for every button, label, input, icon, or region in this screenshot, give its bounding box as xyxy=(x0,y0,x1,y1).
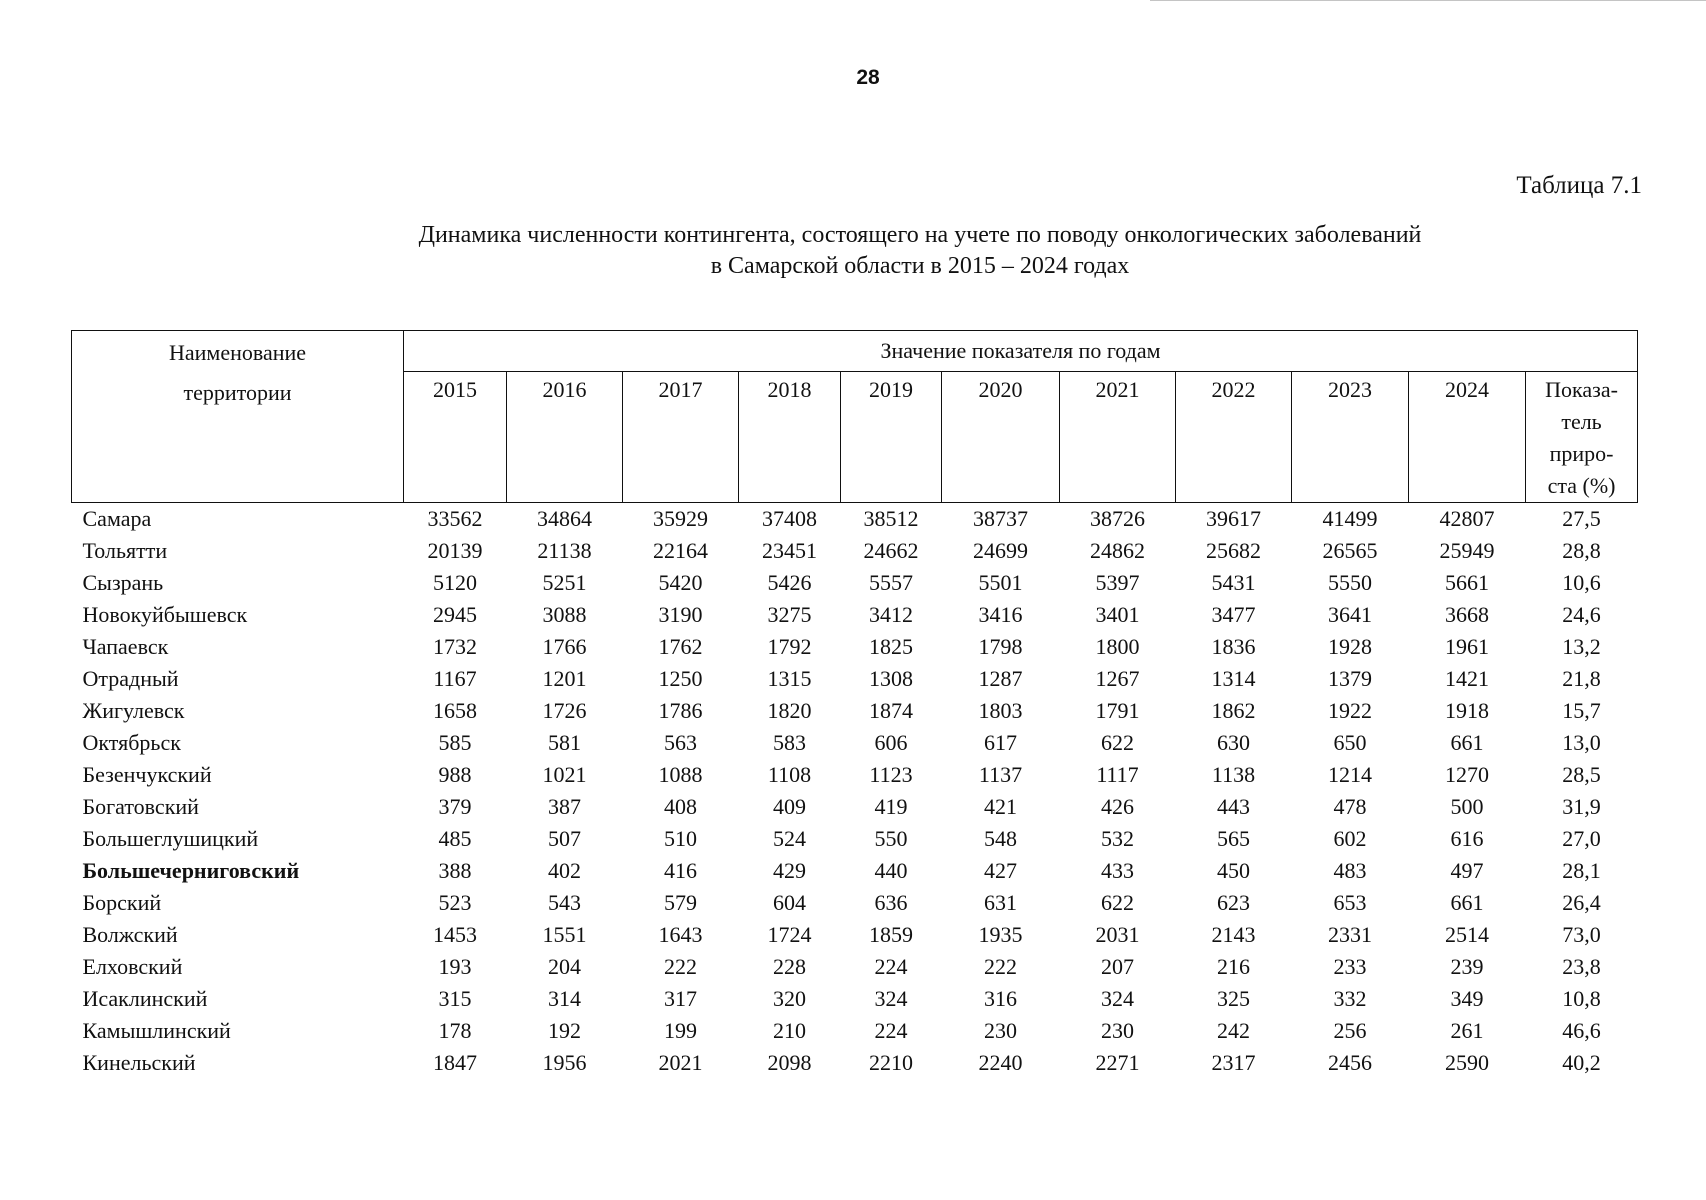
growth-cell: 13,2 xyxy=(1562,634,1601,659)
value-cell-2022: 242 xyxy=(1217,1018,1250,1043)
value-cell-2020: 38737 xyxy=(973,506,1028,531)
territory-name-cell: Большечерниговский xyxy=(82,858,300,883)
table-title-line-2: в Самарской области в 2015 – 2024 годах xyxy=(710,253,1130,279)
value-cell-2021: 38726 xyxy=(1090,506,1145,531)
value-cell-2020: 222 xyxy=(984,954,1017,979)
value-cell-2019: 1308 xyxy=(869,666,913,691)
value-cell-2022: 1138 xyxy=(1211,762,1256,787)
value-cell-2019: 3412 xyxy=(869,602,913,627)
value-cell-2022: 2143 xyxy=(1211,922,1256,947)
value-cell-2018: 1820 xyxy=(767,698,812,723)
value-cell-2015: 20139 xyxy=(427,538,483,563)
value-cell-2023: 650 xyxy=(1333,730,1367,755)
value-cell-2015: 388 xyxy=(438,858,472,883)
value-cell-2020: 1137 xyxy=(978,762,1023,787)
territory-name-cell: Борский xyxy=(82,890,162,915)
value-cell-2021: 1267 xyxy=(1095,666,1140,691)
value-cell-2018: 1724 xyxy=(767,922,812,947)
value-cell-2017: 579 xyxy=(664,890,697,915)
value-cell-2019: 324 xyxy=(874,986,908,1011)
value-cell-2024: 1421 xyxy=(1445,666,1489,691)
value-cell-2023: 1928 xyxy=(1328,634,1372,659)
value-cell-2020: 230 xyxy=(984,1018,1017,1043)
header-growth-line: ста (%) xyxy=(1547,473,1616,498)
value-cell-2018: 1315 xyxy=(767,666,812,691)
territory-name-cell: Чапаевск xyxy=(82,634,169,659)
value-cell-2024: 500 xyxy=(1450,794,1484,819)
value-cell-2018: 5426 xyxy=(767,570,812,595)
value-cell-2019: 440 xyxy=(874,858,908,883)
value-cell-2015: 1453 xyxy=(433,922,477,947)
territory-name-cell: Волжский xyxy=(82,922,178,947)
value-cell-2022: 39617 xyxy=(1206,506,1261,531)
value-cell-2023: 26565 xyxy=(1322,538,1378,563)
data-table xyxy=(71,330,1638,1079)
territory-name-cell: Жигулевск xyxy=(82,698,185,723)
value-cell-2019: 224 xyxy=(874,1018,908,1043)
value-cell-2019: 550 xyxy=(874,826,908,851)
header-year-2018: 2018 xyxy=(739,372,841,503)
territory-name-cell: Богатовский xyxy=(82,794,199,819)
growth-cell: 73,0 xyxy=(1562,922,1601,947)
value-cell-2023: 653 xyxy=(1333,890,1367,915)
value-cell-2023: 3641 xyxy=(1328,602,1372,627)
header-growth-indicator xyxy=(1526,372,1638,503)
value-cell-2024: 2514 xyxy=(1445,922,1489,947)
value-cell-2015: 2945 xyxy=(433,602,477,627)
growth-cell: 40,2 xyxy=(1562,1050,1601,1075)
territory-name-cell: Тольятти xyxy=(82,538,168,563)
value-cell-2018: 37408 xyxy=(762,506,817,531)
table-row xyxy=(72,759,1638,791)
value-cell-2016: 1956 xyxy=(542,1050,587,1075)
table-row xyxy=(72,695,1638,727)
value-cell-2024: 2590 xyxy=(1445,1050,1489,1075)
value-cell-2020: 631 xyxy=(984,890,1017,915)
table-row xyxy=(72,951,1638,983)
value-cell-2021: 1791 xyxy=(1095,698,1140,723)
value-cell-2018: 1792 xyxy=(767,634,812,659)
territory-name-cell: Октябрьск xyxy=(82,730,181,755)
value-cell-2024: 349 xyxy=(1450,986,1484,1011)
territory-name-cell: Исаклинский xyxy=(82,986,208,1011)
value-cell-2018: 524 xyxy=(773,826,806,851)
value-cell-2021: 207 xyxy=(1101,954,1134,979)
value-cell-2019: 1123 xyxy=(869,762,913,787)
value-cell-2023: 2331 xyxy=(1328,922,1372,947)
table-body xyxy=(72,503,1638,1080)
value-cell-2022: 325 xyxy=(1217,986,1250,1011)
value-cell-2021: 433 xyxy=(1101,858,1134,883)
value-cell-2023: 233 xyxy=(1333,954,1367,979)
header-year-2016: 2016 xyxy=(507,372,623,503)
page-number: 28 xyxy=(856,66,880,89)
value-cell-2020: 1935 xyxy=(978,922,1023,947)
value-cell-2016: 507 xyxy=(548,826,581,851)
table-row xyxy=(72,1047,1638,1079)
value-cell-2023: 478 xyxy=(1333,794,1367,819)
value-cell-2024: 1918 xyxy=(1445,698,1489,723)
value-cell-2024: 239 xyxy=(1450,954,1484,979)
value-cell-2017: 1762 xyxy=(658,634,703,659)
value-cell-2017: 222 xyxy=(664,954,697,979)
value-cell-2016: 21138 xyxy=(537,538,592,563)
value-cell-2022: 216 xyxy=(1217,954,1250,979)
value-cell-2022: 25682 xyxy=(1206,538,1261,563)
value-cell-2022: 630 xyxy=(1217,730,1250,755)
growth-cell: 21,8 xyxy=(1562,666,1601,691)
value-cell-2023: 332 xyxy=(1333,986,1367,1011)
header-growth-line: приро- xyxy=(1549,441,1614,466)
growth-cell: 26,4 xyxy=(1562,890,1601,915)
value-cell-2017: 563 xyxy=(664,730,697,755)
growth-cell: 28,5 xyxy=(1562,762,1601,787)
territory-name-cell: Безенчукский xyxy=(82,762,212,787)
value-cell-2019: 24662 xyxy=(863,538,919,563)
value-cell-2016: 204 xyxy=(548,954,581,979)
scan-edge-line xyxy=(1150,0,1706,1)
value-cell-2017: 3190 xyxy=(658,602,703,627)
value-cell-2024: 1961 xyxy=(1445,634,1489,659)
value-cell-2019: 1874 xyxy=(869,698,913,723)
value-cell-2021: 3401 xyxy=(1095,602,1140,627)
value-cell-2018: 3275 xyxy=(767,602,812,627)
value-cell-2016: 1551 xyxy=(542,922,587,947)
value-cell-2019: 1859 xyxy=(869,922,913,947)
value-cell-2021: 622 xyxy=(1101,730,1134,755)
value-cell-2015: 585 xyxy=(438,730,472,755)
value-cell-2015: 315 xyxy=(438,986,472,1011)
table-row xyxy=(72,727,1638,759)
value-cell-2021: 622 xyxy=(1101,890,1134,915)
value-cell-2017: 5420 xyxy=(658,570,703,595)
table-row xyxy=(72,887,1638,919)
value-cell-2017: 22164 xyxy=(653,538,708,563)
value-cell-2021: 532 xyxy=(1101,826,1134,851)
value-cell-2020: 1803 xyxy=(978,698,1023,723)
value-cell-2024: 1270 xyxy=(1445,762,1489,787)
value-cell-2018: 320 xyxy=(773,986,806,1011)
value-cell-2016: 5251 xyxy=(542,570,587,595)
value-cell-2023: 5550 xyxy=(1328,570,1372,595)
table-row xyxy=(72,599,1638,631)
value-cell-2015: 178 xyxy=(438,1018,472,1043)
growth-cell: 27,5 xyxy=(1562,506,1601,531)
value-cell-2024: 497 xyxy=(1450,858,1484,883)
value-cell-2019: 636 xyxy=(874,890,908,915)
value-cell-2015: 193 xyxy=(438,954,472,979)
table-row xyxy=(72,919,1638,951)
value-cell-2018: 228 xyxy=(773,954,806,979)
value-cell-2021: 24862 xyxy=(1090,538,1145,563)
value-cell-2020: 24699 xyxy=(973,538,1028,563)
value-cell-2019: 5557 xyxy=(869,570,913,595)
table-title xyxy=(290,220,1550,282)
value-cell-2016: 1021 xyxy=(542,762,587,787)
value-cell-2020: 1287 xyxy=(978,666,1023,691)
value-cell-2017: 416 xyxy=(664,858,697,883)
value-cell-2022: 2317 xyxy=(1211,1050,1256,1075)
value-cell-2015: 1167 xyxy=(433,666,477,691)
value-cell-2018: 1108 xyxy=(767,762,812,787)
growth-cell: 27,0 xyxy=(1562,826,1601,851)
territory-name-cell: Новокуйбышевск xyxy=(82,602,248,627)
value-cell-2021: 230 xyxy=(1101,1018,1134,1043)
header-year-2021: 2021 xyxy=(1060,372,1176,503)
value-cell-2022: 450 xyxy=(1217,858,1250,883)
value-cell-2019: 224 xyxy=(874,954,908,979)
table-row xyxy=(72,1015,1638,1047)
value-cell-2021: 1117 xyxy=(1096,762,1139,787)
header-year-2022: 2022 xyxy=(1176,372,1292,503)
value-cell-2017: 199 xyxy=(664,1018,697,1043)
value-cell-2023: 256 xyxy=(1333,1018,1367,1043)
growth-cell: 28,1 xyxy=(1562,858,1601,883)
territory-name-cell: Самара xyxy=(82,506,152,531)
table-row xyxy=(72,855,1638,887)
value-cell-2015: 1658 xyxy=(433,698,477,723)
value-cell-2024: 3668 xyxy=(1445,602,1489,627)
header-territory-name xyxy=(72,331,404,503)
table-row xyxy=(72,567,1638,599)
value-cell-2018: 429 xyxy=(773,858,806,883)
value-cell-2024: 42807 xyxy=(1439,506,1495,531)
territory-name-cell: Сызрань xyxy=(82,570,164,595)
growth-cell: 24,6 xyxy=(1562,602,1601,627)
value-cell-2022: 1862 xyxy=(1211,698,1256,723)
header-growth-line: тель xyxy=(1561,409,1602,434)
value-cell-2017: 2021 xyxy=(658,1050,703,1075)
value-cell-2023: 1214 xyxy=(1328,762,1372,787)
value-cell-2017: 35929 xyxy=(653,506,708,531)
value-cell-2016: 3088 xyxy=(542,602,587,627)
value-cell-2015: 379 xyxy=(438,794,472,819)
value-cell-2016: 314 xyxy=(548,986,581,1011)
value-cell-2022: 1836 xyxy=(1211,634,1256,659)
value-cell-2022: 623 xyxy=(1217,890,1250,915)
value-cell-2024: 661 xyxy=(1450,890,1484,915)
value-cell-2017: 1786 xyxy=(658,698,703,723)
value-cell-2020: 427 xyxy=(984,858,1017,883)
value-cell-2015: 5120 xyxy=(433,570,477,595)
value-cell-2017: 317 xyxy=(664,986,697,1011)
value-cell-2016: 192 xyxy=(548,1018,581,1043)
value-cell-2016: 1726 xyxy=(542,698,587,723)
value-cell-2019: 606 xyxy=(874,730,908,755)
header-year-2024: 2024 xyxy=(1409,372,1526,503)
territory-name-cell: Кинельский xyxy=(82,1050,196,1075)
growth-cell: 46,6 xyxy=(1562,1018,1601,1043)
value-cell-2015: 523 xyxy=(438,890,472,915)
growth-cell: 15,7 xyxy=(1562,698,1601,723)
value-cell-2018: 604 xyxy=(773,890,806,915)
header-territory-name-line: территории xyxy=(183,380,292,405)
value-cell-2018: 409 xyxy=(773,794,806,819)
territory-name-cell: Елховский xyxy=(82,954,183,979)
value-cell-2020: 1798 xyxy=(978,634,1023,659)
value-cell-2021: 2031 xyxy=(1095,922,1140,947)
value-cell-2017: 1250 xyxy=(658,666,703,691)
value-cell-2016: 387 xyxy=(548,794,581,819)
header-year-2017: 2017 xyxy=(623,372,739,503)
header-growth-line: Показа- xyxy=(1545,377,1618,402)
value-cell-2015: 1732 xyxy=(433,634,477,659)
value-cell-2022: 1314 xyxy=(1211,666,1256,691)
value-cell-2018: 583 xyxy=(773,730,806,755)
value-cell-2016: 34864 xyxy=(537,506,592,531)
territory-name-cell: Большеглушицкий xyxy=(82,826,259,851)
value-cell-2020: 316 xyxy=(984,986,1017,1011)
growth-cell: 10,6 xyxy=(1562,570,1601,595)
value-cell-2023: 602 xyxy=(1333,826,1367,851)
value-cell-2019: 2210 xyxy=(869,1050,913,1075)
table-row xyxy=(72,535,1638,567)
table-label: Таблица 7.1 xyxy=(1516,172,1642,199)
value-cell-2015: 485 xyxy=(438,826,472,851)
value-cell-2021: 1800 xyxy=(1095,634,1140,659)
value-cell-2016: 402 xyxy=(548,858,581,883)
table-title-line-1: Динамика численности контингента, состоящего на учете по поводу онкологических заболеваний xyxy=(418,222,1422,248)
value-cell-2023: 1379 xyxy=(1328,666,1372,691)
table-row xyxy=(72,503,1638,536)
value-cell-2020: 5501 xyxy=(978,570,1023,595)
value-cell-2018: 210 xyxy=(773,1018,806,1043)
table-row xyxy=(72,791,1638,823)
territory-name-cell: Камышлинский xyxy=(82,1018,231,1043)
value-cell-2020: 617 xyxy=(984,730,1017,755)
value-cell-2024: 616 xyxy=(1450,826,1484,851)
value-cell-2021: 324 xyxy=(1101,986,1134,1011)
value-cell-2018: 2098 xyxy=(767,1050,812,1075)
value-cell-2017: 1088 xyxy=(658,762,703,787)
value-cell-2021: 2271 xyxy=(1095,1050,1140,1075)
header-territory-name-line: Наименование xyxy=(168,340,307,365)
value-cell-2019: 38512 xyxy=(863,506,919,531)
value-cell-2015: 1847 xyxy=(433,1050,477,1075)
territory-name-cell: Отрадный xyxy=(82,666,179,691)
value-cell-2024: 5661 xyxy=(1445,570,1489,595)
value-cell-2015: 33562 xyxy=(427,506,483,531)
value-cell-2024: 261 xyxy=(1450,1018,1484,1043)
value-cell-2020: 548 xyxy=(984,826,1017,851)
header-values-by-year: Значение показателя по годам xyxy=(404,331,1638,372)
value-cell-2022: 3477 xyxy=(1211,602,1256,627)
header-year-2023: 2023 xyxy=(1292,372,1409,503)
growth-cell: 13,0 xyxy=(1562,730,1601,755)
table-row xyxy=(72,631,1638,663)
value-cell-2022: 565 xyxy=(1217,826,1250,851)
table-row xyxy=(72,823,1638,855)
value-cell-2020: 421 xyxy=(984,794,1017,819)
value-cell-2024: 25949 xyxy=(1439,538,1495,563)
value-cell-2016: 1766 xyxy=(542,634,587,659)
value-cell-2021: 426 xyxy=(1101,794,1134,819)
header-year-2015: 2015 xyxy=(404,372,507,503)
growth-cell: 23,8 xyxy=(1562,954,1601,979)
value-cell-2019: 419 xyxy=(874,794,908,819)
value-cell-2017: 1643 xyxy=(658,922,703,947)
header-year-2020: 2020 xyxy=(942,372,1060,503)
value-cell-2023: 2456 xyxy=(1328,1050,1372,1075)
growth-cell: 31,9 xyxy=(1562,794,1601,819)
value-cell-2020: 3416 xyxy=(978,602,1023,627)
value-cell-2017: 510 xyxy=(664,826,697,851)
value-cell-2022: 443 xyxy=(1217,794,1250,819)
growth-cell: 28,8 xyxy=(1562,538,1601,563)
value-cell-2021: 5397 xyxy=(1095,570,1140,595)
value-cell-2024: 661 xyxy=(1450,730,1484,755)
value-cell-2019: 1825 xyxy=(869,634,913,659)
table-row xyxy=(72,983,1638,1015)
value-cell-2018: 23451 xyxy=(762,538,817,563)
header-year-2019: 2019 xyxy=(841,372,942,503)
header-row-group xyxy=(72,331,1638,372)
table-row xyxy=(72,663,1638,695)
value-cell-2016: 1201 xyxy=(542,666,587,691)
value-cell-2016: 581 xyxy=(548,730,581,755)
value-cell-2023: 483 xyxy=(1333,858,1367,883)
value-cell-2020: 2240 xyxy=(978,1050,1023,1075)
value-cell-2023: 41499 xyxy=(1322,506,1378,531)
growth-cell: 10,8 xyxy=(1562,986,1601,1011)
value-cell-2017: 408 xyxy=(664,794,697,819)
value-cell-2022: 5431 xyxy=(1211,570,1256,595)
value-cell-2015: 988 xyxy=(438,762,472,787)
value-cell-2016: 543 xyxy=(548,890,581,915)
value-cell-2023: 1922 xyxy=(1328,698,1372,723)
